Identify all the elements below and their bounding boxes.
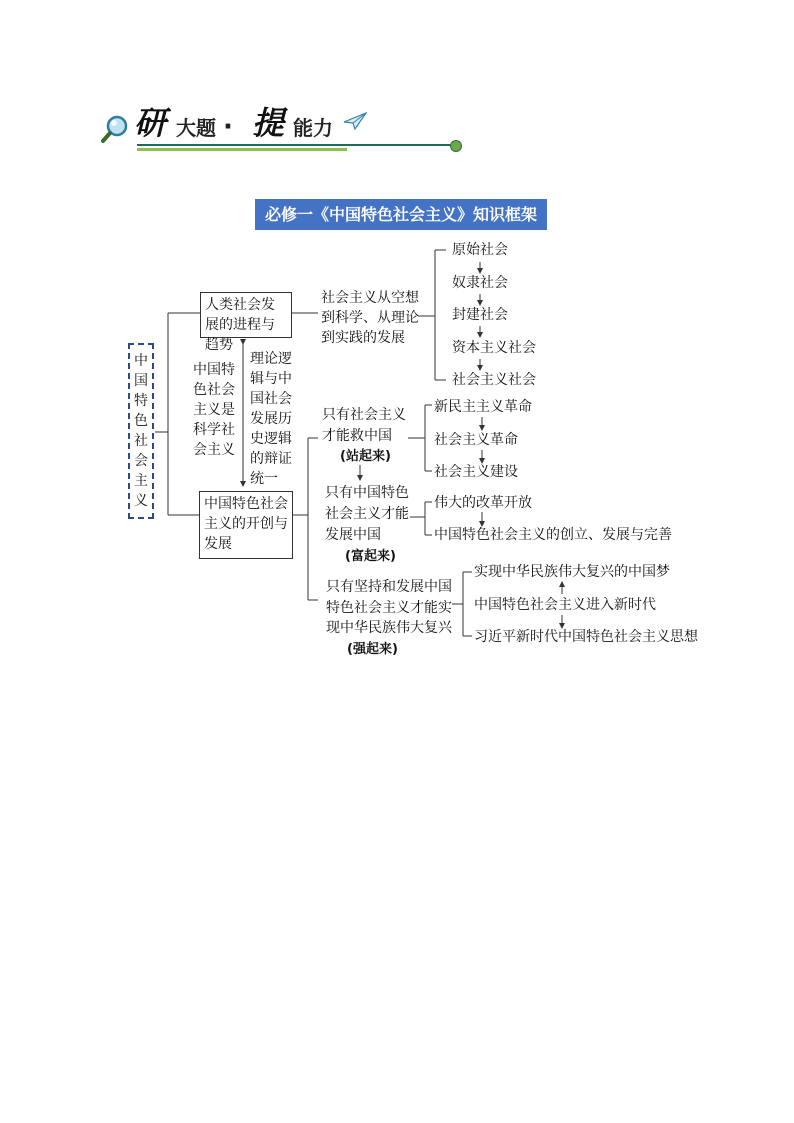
root-node — [128, 343, 154, 519]
group2-line1: 只有中国特色 — [325, 485, 409, 501]
group3-line2: 特色社会主义才能实 — [326, 600, 452, 616]
group1-line1: 只有社会主义 — [322, 407, 406, 423]
stage-item: 封建社会 — [452, 307, 508, 323]
header-dot: · — [223, 112, 233, 142]
group2-line2: 社会主义才能 — [325, 506, 409, 522]
node-human-society-development: 人类社会发展的进程与趋势 — [200, 292, 292, 338]
header-word-dati: 大题 — [176, 116, 216, 140]
group3-tag: (强起来) — [347, 642, 398, 657]
group3-line1: 只有坚持和发展中国 — [326, 579, 452, 595]
stage-item: 社会主义社会 — [452, 372, 536, 388]
group3-item: 实现中华民族伟大复兴的中国梦 — [474, 564, 670, 580]
group2-item: 伟大的改革开放 — [434, 495, 532, 511]
root-node-label: 中国特色社会主义 — [134, 353, 148, 509]
header-word-nengli: 能力 — [293, 116, 333, 140]
stage-item: 资本主义社会 — [452, 340, 536, 356]
node-scientific-socialism: 中国特色社会主义是科学社会主义 — [193, 362, 235, 458]
group2-tag: (富起来) — [345, 549, 396, 564]
group3-item: 习近平新时代中国特色社会主义思想 — [474, 629, 698, 645]
group1-item: 社会主义革命 — [434, 432, 518, 448]
diagram-title: 必修一《中国特色社会主义》知识框架 — [255, 199, 547, 230]
header-char-ti: 提 — [252, 104, 285, 142]
stage-item: 原始社会 — [452, 242, 508, 258]
group1-item: 新民主主义革命 — [434, 399, 532, 415]
node-dialectical-unity: 理论逻辑与中国社会发展历史逻辑的辩证统一 — [250, 351, 292, 487]
stage-item: 奴隶社会 — [452, 275, 508, 291]
group1-tag: (站起来) — [340, 449, 391, 464]
node-socialism-founding-development: 中国特色社会主义的开创与发展 — [199, 491, 293, 559]
group3-line3: 现中华民族伟大复兴 — [326, 620, 452, 636]
group1-line2: 才能救中国 — [322, 428, 392, 444]
node-utopia-to-science: 社会主义从空想到科学、从理论到实践的发展 — [321, 290, 419, 346]
header-char-yan: 研 — [134, 104, 167, 142]
group2-item: 中国特色社会主义的创立、发展与完善 — [434, 527, 672, 543]
group1-item: 社会主义建设 — [434, 464, 518, 480]
group3-item: 中国特色社会主义进入新时代 — [474, 597, 656, 613]
group2-line3: 发展中国 — [325, 527, 381, 543]
